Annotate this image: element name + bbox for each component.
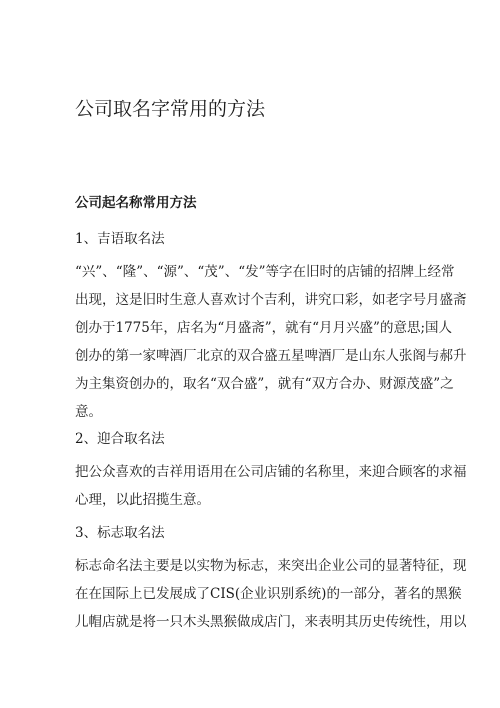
subsection-1-paragraph (75, 258, 467, 426)
paragraph-line: 把公众喜欢的吉祥用语用在公司店铺的名称里，来迎合顾客的求福 (75, 464, 467, 480)
paragraph-line: 标志命名法主要是以实物为标志，来突出企业公司的显著特征，现 (75, 558, 467, 574)
subsection-3-heading (75, 522, 435, 544)
paragraph-line: 为主集资创办的，取名“双合盛”，就有“双方合办、财源茂盛”之 (75, 376, 454, 392)
document-title: 公司取名字常用的方法 (75, 98, 266, 120)
paragraph-line: 创办于1775年，店名为“月盛斋”，就有“月月兴盛”的意思;国人 (75, 320, 453, 336)
section-heading: 公司起名称常用方法 (75, 195, 197, 211)
paragraph-line: 在在国际上已发展成了CIS(企业识别系统)的一部分，著名的黑猴 (75, 586, 462, 602)
subsection-2-heading (75, 428, 435, 450)
subsection-heading: 2、迎合取名法 (75, 431, 165, 447)
subsection-1-heading (75, 228, 435, 250)
paragraph-line: 心理，以此招揽生意。 (75, 492, 210, 508)
paragraph-line: 意。 (75, 404, 102, 420)
subsection-3-paragraph (75, 552, 467, 636)
subsection-heading: 1、吉语取名法 (75, 231, 165, 247)
paragraph-line: 出现，这是旧时生意人喜欢讨个吉利，讲究口彩，如老字号月盛斋 (75, 292, 467, 308)
paragraph-line: 儿帽店就是将一只木头黑猴做成店门，来表明其历史传统性，用以 (75, 614, 467, 630)
paragraph-line: 创办的第一家啤酒厂北京的双合盛五星啤酒厂是山东人张阁与郝升 (75, 348, 467, 364)
paragraph-line: “兴”、“隆”、“源”、“茂”、“发”等字在旧时的店铺的招牌上经常 (75, 264, 455, 280)
subsection-heading: 3、标志取名法 (75, 525, 165, 541)
subsection-2-paragraph (75, 458, 467, 514)
